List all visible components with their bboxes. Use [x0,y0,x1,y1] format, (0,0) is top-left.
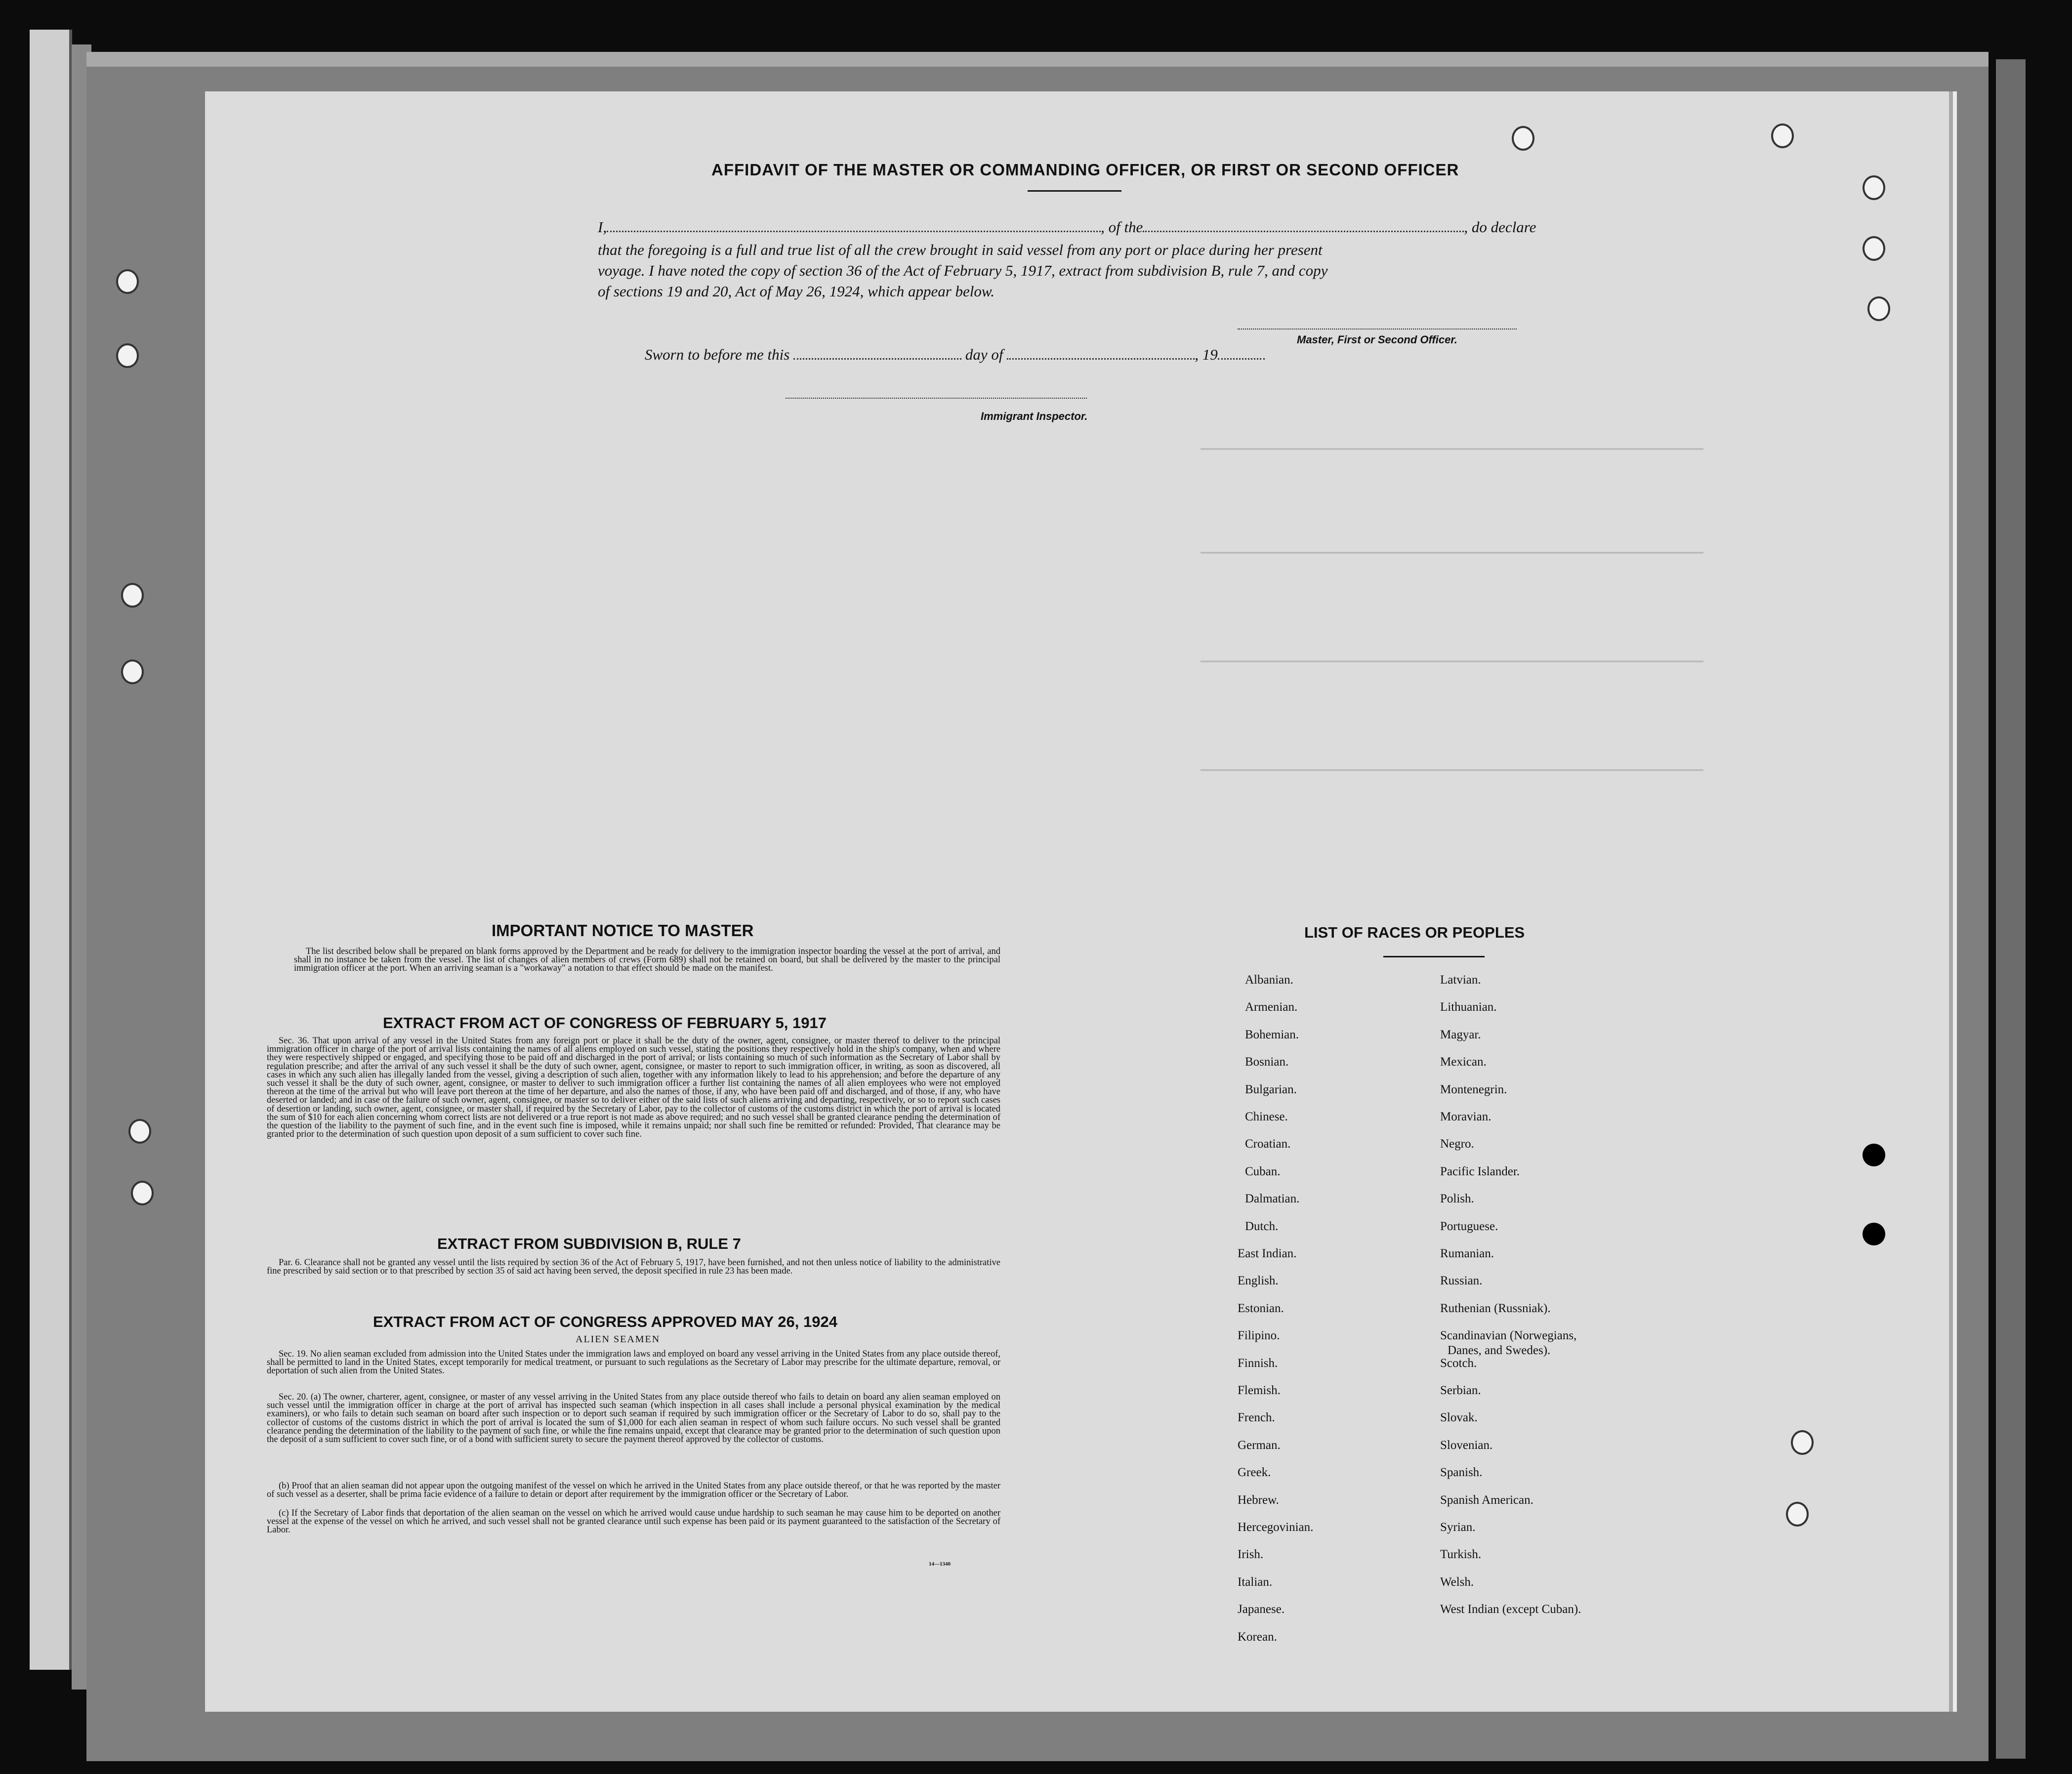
race-item: Greek. [1238,1466,1271,1480]
extract-rule7-title: EXTRACT FROM SUBDIVISION B, RULE 7 [437,1235,741,1252]
race-item: Dutch. [1245,1219,1279,1233]
punch-hole-icon [1512,126,1534,151]
race-item: Hebrew. [1238,1493,1279,1507]
affidavit-text: I, [598,218,607,236]
race-item: Chinese. [1245,1110,1288,1123]
race-item: Bulgarian. [1245,1082,1297,1096]
punch-hole-icon [1786,1502,1809,1526]
race-item: Mexican. [1440,1055,1487,1069]
race-item: Flemish. [1238,1384,1281,1397]
race-item: Finnish. [1238,1356,1278,1370]
race-item: Bosnian. [1245,1055,1289,1069]
affidavit-page [205,91,1949,1712]
race-item: Danes, and Swedes). [1448,1344,1551,1358]
sworn-day-blank[interactable] [793,346,961,360]
race-item: West Indian (except Cuban). [1440,1603,1581,1616]
punch-hole-icon [131,1181,154,1205]
bleed-through-text: ――――――――――――――――――――――――――――――――――――――――――――――――――――― [1201,440,1703,458]
affidavit-text: , do declare [1464,218,1536,236]
inspector-signature-label: Immigrant Inspector. [981,410,1088,422]
race-item: Serbian. [1440,1384,1481,1397]
affidavit-line-3: voyage. I have noted the copy of section 36 of the Act of February 5, 1917, extract from subdivision B, rule 7, and copy [598,262,1328,279]
race-item: Welsh. [1440,1575,1474,1589]
sworn-text: , 19 [1195,346,1218,363]
name-blank[interactable] [607,219,1101,232]
races-title: LIST OF RACES OR PEOPLES [1304,924,1525,941]
notice-title: IMPORTANT NOTICE TO MASTER [492,921,754,940]
race-item: Russian. [1440,1274,1483,1288]
ink-blot-icon [1863,1223,1885,1245]
bleed-through-text: ――――――――――――――――――――――――――――――――――――――――――――――――――――― [1201,543,1703,562]
race-item: Pacific Islander. [1440,1164,1520,1178]
race-item: German. [1238,1438,1281,1452]
punch-hole-icon [128,1119,151,1144]
race-item: Estonian. [1238,1301,1284,1315]
race-item: Negro. [1440,1137,1474,1151]
race-item: Turkish. [1440,1548,1482,1562]
sec20c-text: (c) If the Secretary of Labor finds that deportation of the alien seaman on the vessel on which he arrived would cause undue hardship to such seaman he may cause him to be deported on another vessel at the expense of the vessel on which he arrived, and such vessel shall not be granted clearance until such expense has been paid or its payment guaranteed to the satisfaction of the Secretary of Labor. [267,1508,1000,1535]
races-title-underline [1383,956,1485,957]
master-signature-line[interactable] [1238,329,1517,330]
race-item: Irish. [1238,1548,1264,1562]
bleed-through-text: ――――――――――――――――――――――――――――――――――――――――――――――――――――― [1201,652,1703,670]
sworn-year-blank[interactable] [1218,346,1265,360]
race-item: Cuban. [1245,1164,1281,1178]
race-item: Slovenian. [1440,1438,1493,1452]
affidavit-title: AFFIDAVIT OF THE MASTER OR COMMANDING OFFICER, OR FIRST OR SECOND OFFICER [711,161,1459,179]
race-item: Syrian. [1440,1521,1476,1534]
right-binder-edge [1996,59,2026,1759]
race-item: Armenian. [1245,1000,1298,1014]
race-item: Japanese. [1238,1603,1285,1616]
punch-hole-icon [1863,175,1885,200]
binder-edge [30,30,72,1670]
race-item: Korean. [1238,1630,1277,1644]
sec20a-text: Sec. 20. (a) The owner, charterer, agent, consignee, or master of any vessel arriving in the United States from any place outside thereof who fails to detain on board any alien seaman employed on such vessel until the immigration officer in charge at the port of arrival has inspected such seaman (which inspection in all cases shall include a personal physical examination by the medical examiners), or who fails to detain such seaman on board after such inspection or to deport such seaman if required by such immigration officer or the Secretary of Labor to do so, shall pay to the collector of customs of the customs district in which the port of arrival is located the sum of $1,000 for each alien seaman in respect of whom such failure occurs. No such vessel shall be granted clearance pending the determination of the liability to the payment of such fine, or while the fine remains unpaid, except that clearance may be granted prior to the determination of such question upon the deposit of a sum sufficient to cover such fine, or of a bond with sufficient surety to secure the payment thereof approved by the collector of customs. [267,1392,1000,1445]
race-item: Slovak. [1440,1411,1478,1425]
race-item: Scotch. [1440,1356,1477,1370]
race-item: Croatian. [1245,1137,1291,1151]
sworn-text: Sworn to before me this [645,346,790,363]
sworn-month-blank[interactable] [1007,346,1195,360]
extract-1917-text: Sec. 36. That upon arrival of any vessel in the United States from any foreign port or place it shall be the duty of the owner, agent, consignee, or master thereof to deliver to the principal immigration officer in charge of the port of arrival lists containing the names of all aliens employed on such vessel, stating the positions they respectively hold in the ship's company, when and where they were respectively shipped or engaged, and specifying those to be paid off and discharged in the port of arrival; or lists containing so much of such information as the Secretary of Labor shall by regulation prescribe; and after the arrival of any such vessel it shall be the duty of such owner, agent, consignee, or master to report to such immigration officer, in writing, as soon as discovered, all cases in which any such alien has illegally landed from the vessel, giving a description of such alien, together with any information likely to lead to his apprehension; and before the departure of any such vessel it shall be the duty of such owner, agent, consignee, or master to deliver to such immigration officer a further list containing the names of all alien employees who were not employed thereon at the time of the arrival but who will leave port thereon at the time of her departure, and also the names of those, if any, who have been paid off and discharged, and of those, if any, who have deserted or landed; and in case of the failure of such owner, agent, consignee, or master so to deliver either of the said lists of such aliens arriving and departing, respectively, or so to report such cases of desertion or landing, such owner, agent, consignee, or master shall, if required by the Secretary of Labor, pay to the collector of customs of the customs district in which the port of arrival is located the sum of $10 for each alien concerning whom correct lists are not delivered or a true report is not made as above required; and no such vessel shall be granted clearance pending the determination of the question of the liability to the payment of such fine, and in the event such fine is imposed, while it remains unpaid; nor shall such fine be remitted or refunded: Provided, That clearance may be granted prior to the determination of such question upon deposit of a sum sufficient to cover such fine. [267,1036,1000,1140]
form-number: 14—1340 [929,1561,951,1567]
race-item: Montenegrin. [1440,1082,1507,1096]
affidavit-text: , of the [1101,218,1143,236]
punch-hole-icon [1771,124,1794,148]
affidavit-line-2: that the foregoing is a full and true list of all the crew brought in said vessel from any port or place during her present [598,241,1323,258]
sec20b-text: (b) Proof that an alien seaman did not appear upon the outgoing manifest of the vessel on which he arrived in the United States from any place outside thereof, or that he was reported by the master of such vessel as a deserter, shall be prima facie evidence of a failure to detain or deport after requirement by the immigration officer or the Secretary of Labor. [267,1481,1000,1500]
race-item: Lithuanian. [1440,1000,1497,1014]
punch-hole-icon [1791,1430,1814,1455]
title-underline [1028,190,1121,192]
punch-hole-icon [121,583,144,608]
race-item: Scandinavian (Norwegians, [1440,1329,1577,1343]
master-signature-label: Master, First or Second Officer. [1297,333,1457,346]
race-item: French. [1238,1411,1275,1425]
punch-hole-icon [1867,296,1890,321]
race-item: English. [1238,1274,1279,1288]
race-item: East Indian. [1238,1247,1297,1260]
bleed-through-text: ――――――――――――――――――――――――――――――――――――――――――――――――――――― [1201,761,1703,779]
extract-1924-title: EXTRACT FROM ACT OF CONGRESS APPROVED MAY 26, 1924 [373,1313,837,1330]
punch-hole-icon [121,660,144,684]
race-item: Ruthenian (Russniak). [1440,1301,1551,1315]
alien-seamen-subtitle: ALIEN SEAMEN [576,1334,661,1345]
affidavit-line-1 [598,218,1536,236]
sec19-text: Sec. 19. No alien seaman excluded from admission into the United States under the immigration laws and employed on board any vessel arriving in the United States from any place outside thereof, shall be permitted to land in the United States, except temporarily for medical treatment, or pursuant to such regulations as the Secretary of Labor may prescribe for the ultimate departure, removal, or deportation of such alien from the United States. [267,1349,1000,1376]
race-item: Filipino. [1238,1329,1280,1343]
sworn-line [645,346,1265,364]
punch-hole-icon [116,269,139,294]
extract-rule7-text: Par. 6. Clearance shall not be granted any vessel until the lists required by section 36 of the Act of February 5, 1917, have been furnished, and not then unless notice of liability to the administrative fine prescribed by said section or to that prescribed by section 35 of said act having been served, the deposit specified in rule 23 has been made. [267,1258,1000,1277]
race-item: Polish. [1440,1192,1474,1206]
race-item: Moravian. [1440,1110,1492,1123]
race-item: Hercegovinian. [1238,1521,1314,1534]
affidavit-line-4: of sections 19 and 20, Act of May 26, 1924, which appear below. [598,283,995,300]
race-item: Latvian. [1440,973,1481,987]
race-item: Bohemian. [1245,1028,1299,1041]
race-item: Rumanian. [1440,1247,1494,1260]
notice-text: The list described below shall be prepared on blank forms approved by the Department and be ready for delivery to the immigration inspector boarding the vessel at the port of arrival, and shall in no instance be taken from the vessel. The list of changes of alien members of crews (Form 689) shall not be retained on board, but shall be delivered by the master to the principal immigration officer at the port. When an arriving seaman is a "workaway" a notation to that effect should be made on the manifest. [294,947,1000,974]
race-item: Magyar. [1440,1028,1481,1041]
vessel-blank[interactable] [1143,219,1464,232]
race-item: Albanian. [1245,973,1293,987]
ink-blot-icon [1863,1144,1885,1166]
race-item: Portuguese. [1440,1219,1498,1233]
inspector-signature-line[interactable] [786,398,1087,400]
race-item: Italian. [1238,1575,1273,1589]
punch-hole-icon [1863,236,1885,261]
race-item: Spanish American. [1440,1493,1533,1507]
race-item: Dalmatian. [1245,1192,1300,1206]
sworn-text: day of [965,346,1003,363]
punch-hole-icon [116,343,139,368]
race-item: Spanish. [1440,1466,1483,1480]
extract-1917-title: EXTRACT FROM ACT OF CONGRESS OF FEBRUARY 5, 1917 [383,1014,827,1031]
